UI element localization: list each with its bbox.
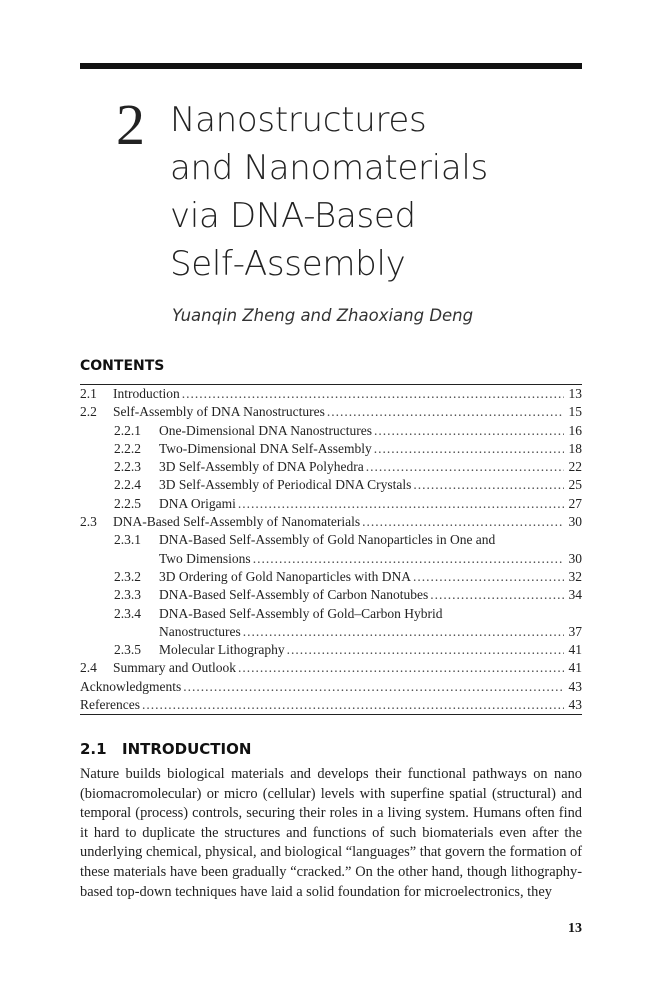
toc-title: 3D Self-Assembly of DNA Polyhedra [159, 459, 364, 475]
toc-title: Two Dimensions [159, 550, 251, 566]
toc-entry[interactable] [80, 531, 582, 549]
chapter-title [170, 96, 570, 288]
toc-page: 41 [568, 660, 582, 676]
toc-number: 2.2.1 [114, 422, 141, 438]
table-of-contents [80, 384, 582, 715]
toc-entry[interactable] [80, 659, 582, 677]
toc-page: 22 [568, 459, 582, 475]
section-number: 2.1 [80, 740, 107, 758]
toc-page: 13 [568, 386, 582, 401]
toc-page: 37 [568, 623, 582, 639]
toc-page: 16 [568, 422, 582, 438]
toc-number: 2.4 [80, 660, 97, 676]
toc-entry-continuation[interactable] [80, 623, 582, 641]
toc-title: DNA Origami [159, 495, 236, 511]
toc-entry[interactable] [80, 440, 582, 458]
toc-page: 43 [568, 678, 582, 694]
toc-number: 2.3.5 [114, 642, 141, 658]
toc-leader [142, 696, 564, 714]
toc-entry[interactable] [80, 495, 582, 513]
section-heading [80, 740, 251, 758]
toc-leader [183, 678, 564, 696]
toc-entry[interactable] [80, 678, 582, 696]
toc-title: DNA-Based Self-Assembly of Nanomaterials [113, 514, 361, 530]
chapter-authors: Yuanqin Zheng and Zhaoxiang Deng [172, 306, 474, 325]
toc-number: 2.2.5 [114, 495, 141, 511]
toc-leader [287, 641, 564, 659]
toc-page: 43 [568, 697, 582, 713]
toc-title: DNA-Based Self-Assembly of Gold–Carbon Hybrid [159, 605, 443, 621]
toc-number: 2.2.3 [114, 459, 141, 475]
toc-number: 2.3.2 [114, 568, 141, 584]
body-paragraph: Nature builds biological materials and develops their functional pathways on nano (biomacromolecular) or micro (cellular) levels with superfine spatial (structural) and temporal (process) controls, securing their roles in a living system. Humans often find it hard to duplicate the structures and functions of such biomaterials even after the underlying chemical, physical, and biological “languages” that govern the formation of these materials have been gradually “cracked.” On the other hand, though lithography-based top-down techniques have laid a solid foundation for microelectronics, they [80, 766, 582, 900]
toc-entry[interactable] [80, 476, 582, 494]
toc-title: Two-Dimensional DNA Self-Assembly [159, 440, 372, 456]
toc-page: 32 [568, 568, 582, 584]
toc-entry[interactable] [80, 696, 582, 714]
toc-page: 15 [568, 404, 582, 420]
toc-title: Acknowledgments [80, 678, 182, 694]
top-rule [80, 63, 582, 69]
toc-title: One-Dimensional DNA Nanostructures [159, 422, 372, 438]
toc-title: Nanostructures [159, 623, 241, 639]
chapter-title-line: Nanostructures [170, 100, 427, 140]
chapter-title-line: via DNA-Based [170, 196, 416, 236]
toc-entry-continuation[interactable] [80, 550, 582, 568]
chapter-number: 2 [116, 92, 145, 157]
toc-title: DNA-Based Self-Assembly of Carbon Nanotubes [159, 587, 429, 603]
toc-page: 18 [568, 440, 582, 456]
toc-title: Self-Assembly of DNA Nanostructures [113, 404, 325, 420]
toc-leader [413, 568, 564, 586]
toc-entry[interactable] [80, 458, 582, 476]
toc-number: 2.2 [80, 404, 97, 420]
toc-page: 30 [568, 550, 582, 566]
toc-leader [238, 495, 564, 513]
toc-number: 2.3.3 [114, 587, 141, 603]
toc-leader [362, 513, 564, 531]
toc-page: 41 [568, 642, 582, 658]
chapter-title-line: and Nanomaterials [170, 148, 488, 188]
toc-title: Introduction [113, 386, 180, 401]
toc-entry[interactable] [80, 605, 582, 623]
toc-entry[interactable] [80, 641, 582, 659]
toc-page: 34 [568, 587, 582, 603]
toc-title: 3D Ordering of Gold Nanoparticles with DNA [159, 568, 411, 584]
toc-number: 2.2.4 [114, 477, 141, 493]
toc-leader [253, 550, 564, 568]
toc-entry[interactable] [80, 385, 582, 403]
toc-title: Summary and Outlook [113, 660, 236, 676]
toc-entry[interactable] [80, 513, 582, 531]
toc-leader [327, 403, 564, 421]
toc-number: 2.3.4 [114, 605, 141, 621]
toc-leader [238, 659, 564, 677]
toc-leader [182, 385, 564, 403]
toc-leader [413, 476, 564, 494]
toc-leader [374, 422, 564, 440]
page-number: 13 [568, 921, 582, 936]
toc-page: 27 [568, 495, 582, 511]
toc-entry[interactable] [80, 422, 582, 440]
toc-page: 25 [568, 477, 582, 493]
toc-number: 2.3.1 [114, 532, 141, 548]
toc-title: DNA-Based Self-Assembly of Gold Nanoparticles in One and [159, 532, 496, 548]
toc-number: 2.3 [80, 514, 97, 530]
chapter-title-line: Self-Assembly [170, 244, 406, 284]
toc-number: 2.1 [80, 386, 97, 401]
toc-title: Molecular Lithography [159, 642, 285, 658]
toc-leader [374, 440, 564, 458]
toc-entry[interactable] [80, 586, 582, 604]
toc-leader [430, 586, 564, 604]
toc-entry[interactable] [80, 568, 582, 586]
toc-leader [243, 623, 564, 641]
contents-heading: CONTENTS [80, 358, 165, 374]
toc-title: 3D Self-Assembly of Periodical DNA Crystals [159, 477, 412, 493]
toc-leader [366, 458, 564, 476]
section-title: INTRODUCTION [122, 740, 252, 758]
toc-number: 2.2.2 [114, 440, 141, 456]
toc-page: 30 [568, 514, 582, 530]
toc-title: References [80, 697, 140, 713]
toc-entry[interactable] [80, 403, 582, 421]
